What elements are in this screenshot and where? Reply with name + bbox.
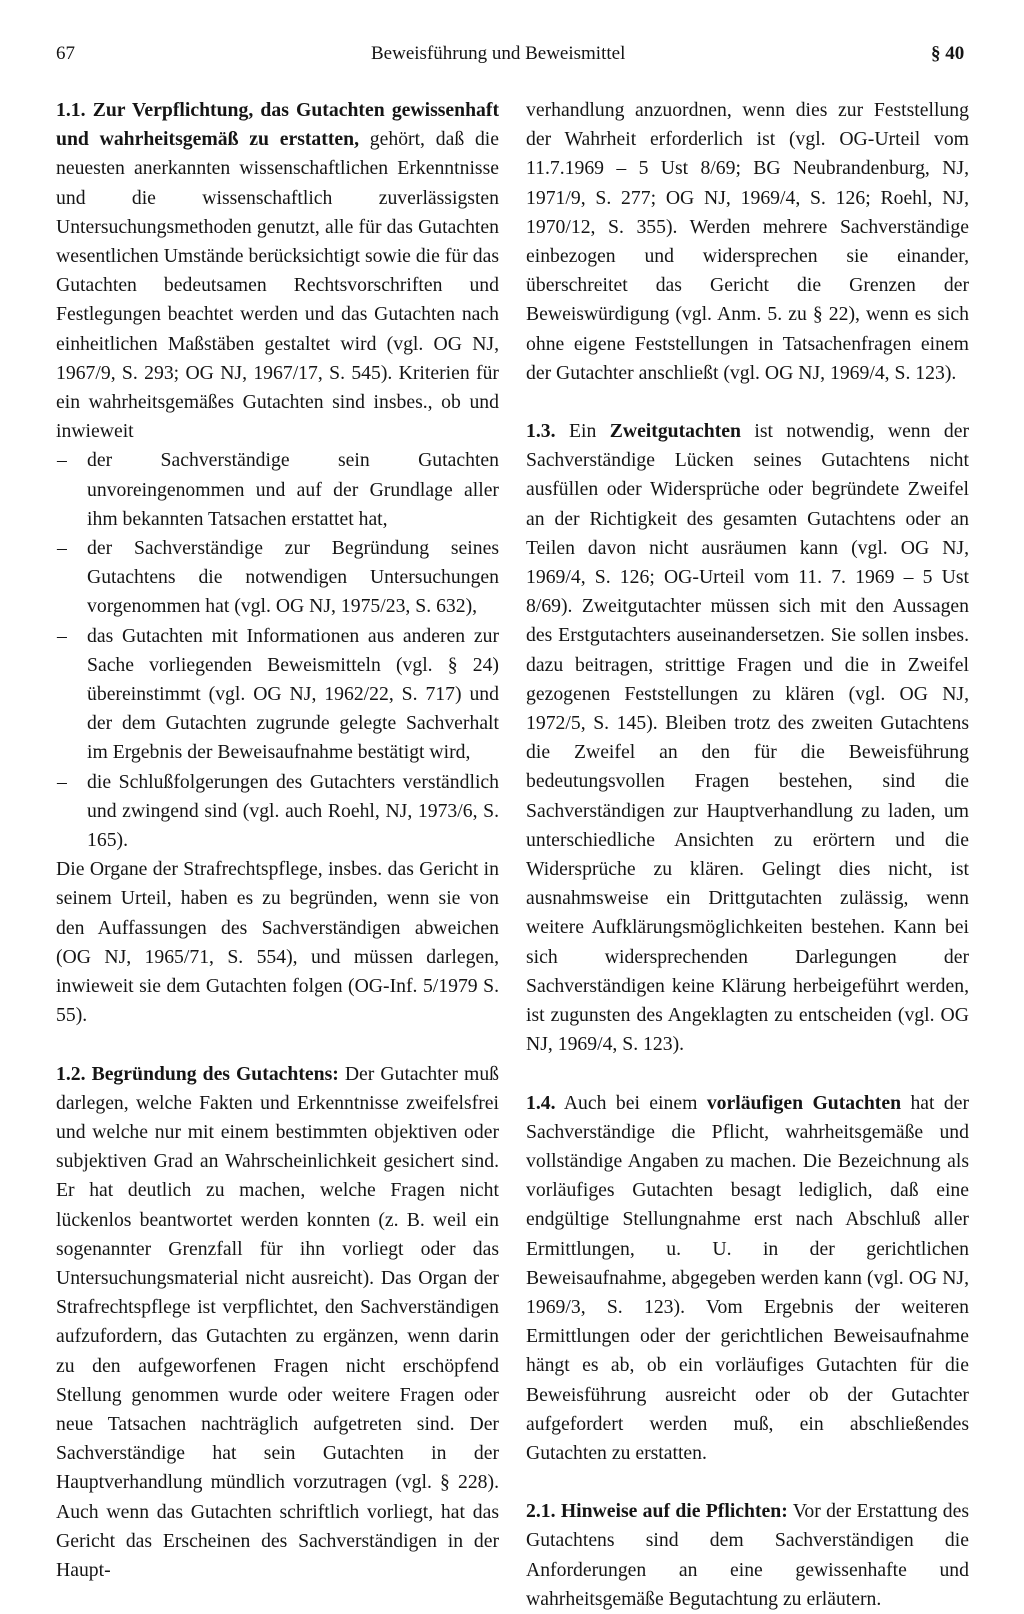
page-number: 67	[56, 43, 75, 64]
paragraph-heading: vorläufigen Gutachten	[706, 1091, 902, 1114]
criteria-list	[56, 446, 499, 855]
paragraph-1-2-continued: verhandlung anzuordnen, wenn dies zur Feststellung der Wahrheit erforderlich ist (vgl. OG-Urteil vom 11.7.1969 – 5 Ust 8/69; BG Neubrandenburg, NJ, 1971/9, S. 277; OG NJ, 1969/4, S. 126; Roehl, NJ, 1970/12, S. 355). Werden mehrere Sachverständige einbezogen und widersprechen sie einander, überschreitet das Gericht die Grenzen der Beweiswürdigung (vgl. Anm. 5. zu § 22), wenn es sich ohne eigene Feststellungen in Tatsachenfragen einem der Gutachter anschließt (vgl. OG NJ, 1969/4, S. 123).	[526, 99, 969, 384]
paragraph-text: gehört, daß die neuesten anerkannten wissenschaftlichen Erkenntnisse und die wissenschaftlich zuverlässigsten Untersuchungsmethoden genutzt, alle für das Gutachten wesentlichen Umstände berücksichtigt sowie die für das Gutachten bedeutsamen Rechtsvorschriften und Festlegungen beachtet werden und das Gutachten nach einheitlichen Maßstäben gestaltet wird (vgl. OG NJ, 1967/9, S. 293; OG NJ, 1967/17, S. 545). Kriterien für ein wahrheitsgemäßes Gutachten sind insbes., ob und inwieweit	[56, 128, 499, 443]
paragraph-2-1	[526, 1497, 969, 1614]
left-column	[56, 96, 499, 1585]
paragraph-lead: Ein	[568, 420, 597, 443]
list-item: – der Sachverständige sein Gutachten unvoreingenommen und auf der Grundlage aller ihm bekannten Tatsachen erstattet hat,	[56, 446, 499, 534]
right-column	[526, 96, 969, 1614]
paragraph-1-2	[56, 1060, 499, 1586]
paragraph-number: 1.1.	[56, 99, 86, 121]
paragraph-number: 1.2.	[56, 1062, 86, 1085]
paragraph-1-4	[526, 1089, 969, 1469]
paragraph-lead: Auch bei einem	[563, 1091, 698, 1114]
paragraph-heading: Zweitgutachten	[609, 420, 741, 443]
paragraph-heading: Zur Verpflichtung, das Gutachten gewissenhaft und wahrheitsgemäß zu erstatten,	[56, 99, 499, 151]
paragraph-1-1	[56, 96, 499, 446]
list-item: – das Gutachten mit Informationen aus anderen zur Sache vorliegenden Beweismitteln (vgl. § 24) übereinstimmt (vgl. OG NJ, 1962/22, S. 717) und der dem Gutachten zugrunde gelegte Sachverhalt im Ergebnis der Beweisaufnahme bestätigt wird,	[56, 622, 499, 768]
paragraph-number: 1.3.	[526, 420, 556, 443]
paragraph-heading: Begründung des Gutachtens:	[91, 1062, 339, 1085]
running-title: Beweisführung und Beweismittel	[371, 43, 626, 64]
paragraph-text: Vor der Erstattung des Gutachtens sind dem Sachverständigen die Anforderungen an eine gewissenhafte und wahrheitsgemäße Begutachtung zu erläutern.	[526, 1500, 969, 1610]
paragraph-text: hat der Sachverständige die Pflicht, wahrheitsgemäße und vollständige Angaben zu machen. Die Bezeichnung als vorläufiges Gutachten besagt lediglich, daß eine endgültige Stellungnahme erst nach Abschluß aller Ermittlungen, u. U. in der gerichtlichen Beweisaufnahme, abgegeben werden kann (vgl. OG NJ, 1969/3, S. 123). Vom Ergebnis der weiteren Ermittlungen oder der gerichtlichen Beweisaufnahme hängt es ab, ob ein vorläufiges Gutachten für die Beweisführung ausreicht oder ob der Gutachter aufgefordert werden muß, ein abschließendes Gutachten zu erstatten.	[526, 1091, 970, 1464]
paragraph-1-1-continued: Die Organe der Strafrechtspflege, insbes. das Gericht in seinem Urteil, haben es zu begründen, wenn sie von den Auffassungen des Sachverständigen abweichen (OG NJ, 1965/71, S. 554), und müssen darlegen, inwieweit sie dem Gutachten folgen (OG-Inf. 5/1979 S. 55).	[56, 858, 499, 1027]
list-item: – der Sachverständige zur Begründung seines Gutachtens die notwendigen Untersuchungen vorgenommen hat (vgl. OG NJ, 1975/23, S. 632),	[56, 534, 499, 622]
list-item: – die Schlußfolgerungen des Gutachters verständlich und zwingend sind (vgl. auch Roehl, NJ, 1973/6, S. 165).	[56, 768, 499, 856]
section-marker: § 40	[931, 43, 965, 64]
paragraph-text: Der Gutachter muß darlegen, welche Fakten und Erkenntnisse zweifelsfrei und welche nur mit einem bestimmten objektiven oder subjektiven Grad an Wahrscheinlichkeit gesichert sind. Er hat deutlich zu machen, welche Fragen nicht lückenlos beantwortet werden konnten (z. B. weil ein sogenannter Grenzfall für ihn vorliegt oder das Untersuchungsmaterial nicht ausreicht). Das Organ der Strafrechtspflege ist verpflichtet, den Sachverständigen aufzufordern, das Gutachten zu ergänzen, wenn darin zu den aufgeworfenen Fragen nicht erschöpfend Stellung genommen wurde oder weitere Fragen oder neue Tatsachen nachträglich aufgetreten sind. Der Sachverständige hat sein Gutachten in der Hauptverhandlung mündlich vorzutragen (vgl. § 228). Auch wenn das Gutachten schriftlich vorliegt, hat das Gericht das Erscheinen des Sachverständigen in der Haupt-	[56, 1062, 500, 1581]
paragraph-heading: Hinweise auf die Pflichten:	[560, 1500, 788, 1523]
paragraph-text: ist notwendig, wenn der Sachverständige Lücken seines Gutachtens nicht ausfüllen oder Widersprüche oder begründete Zweifel an der Richtigkeit des gesamten Gutachtens oder an Teilen davon nicht ausräumen kann (vgl. OG NJ, 1969/4, S. 126; OG-Urteil vom 11. 7. 1969 – 5 Ust 8/69). Zweitgutachter müssen sich mit den Aussagen des Erstgutachters auseinandersetzen. Sie sollen insbes. dazu beitragen, strittige Fragen und die in Zweifel gezogenen Feststellungen zu klären (vgl. OG NJ, 1972/5, S. 145). Bleiben trotz des zweiten Gutachtens die Zweifel an den für die Beweisführung bedeutungsvollen Fragen bestehen, sind die Sachverständigen zur Hauptverhandlung zu laden, um unterschiedliche Ansichten zu erörtern und die Widersprüche zu klären. Gelingt dies nicht, ist ausnahmsweise ein Drittgutachten zulässig, wenn weitere Aufklärungsmöglichkeiten bestehen. Kann bei sich widersprechenden Darlegungen der Sachverständigen keine Klärung herbeigeführt werden, ist zugunsten des Angeklagten zu entscheiden (vgl. OG NJ, 1969/4, S. 123).	[526, 420, 970, 1056]
paragraph-number: 2.1.	[526, 1500, 556, 1523]
paragraph-number: 1.4.	[526, 1091, 556, 1114]
paragraph-1-3	[526, 417, 969, 1059]
